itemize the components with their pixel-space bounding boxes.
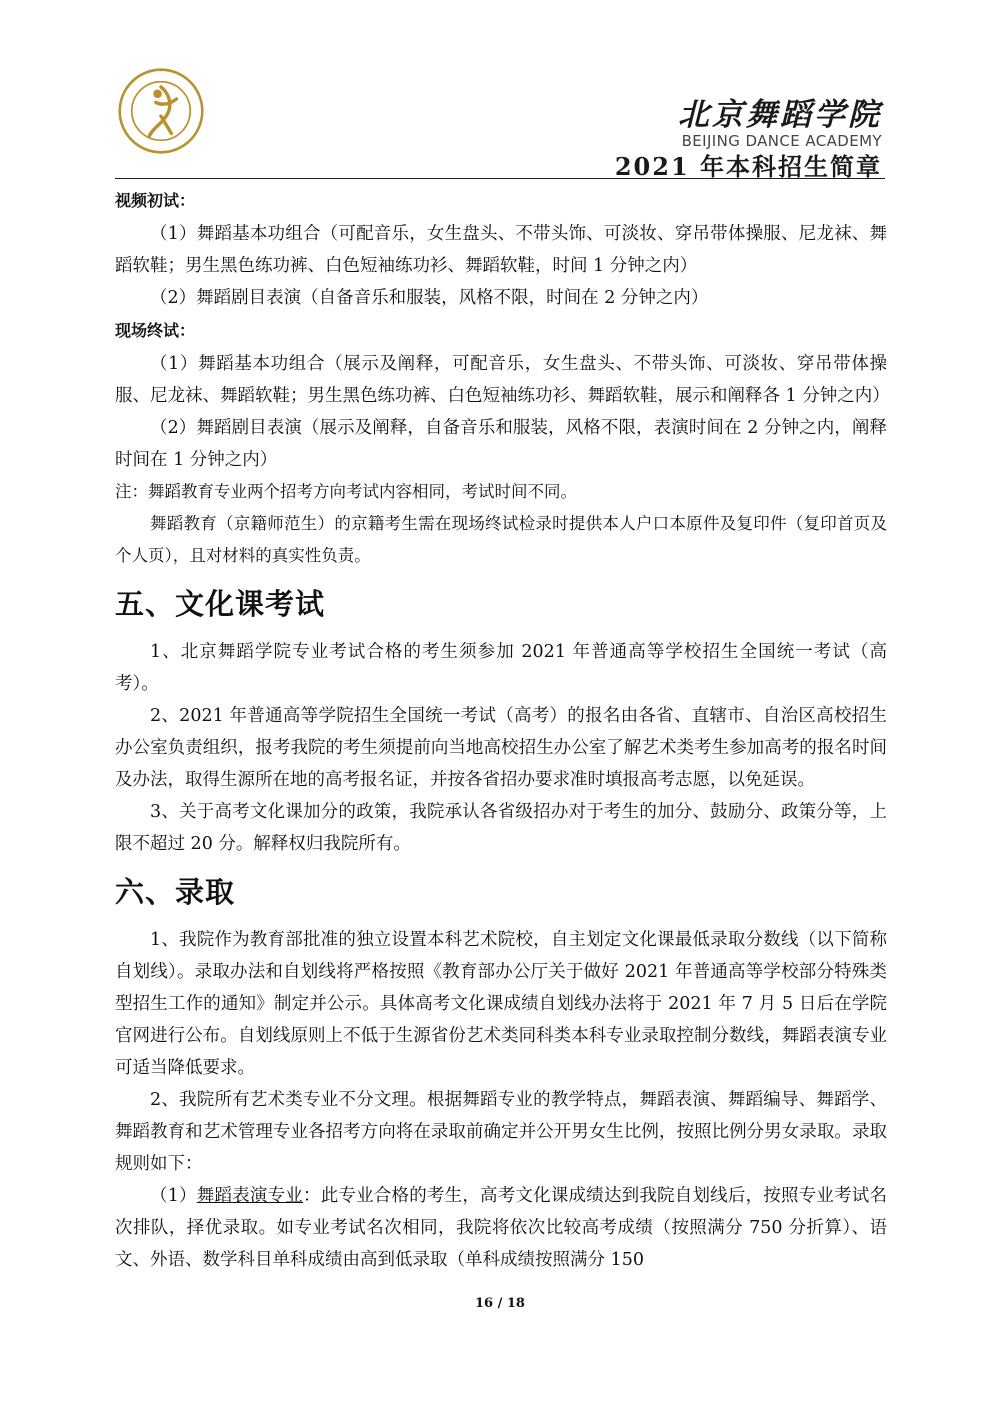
header-divider [115,178,885,179]
onsite-test-heading: 现场终试： [115,321,196,340]
section-5-title: 五、文化课考试 [115,587,326,621]
section-6-paragraph-2: 2、我院所有艺术类专业不分文理。根据舞蹈专业的教学特点，舞蹈表演、舞蹈编导、舞蹈学、舞蹈教育和艺术管理专业各招考方向将在录取前确定并公开男女生比例，按照比例分男女录取。录取规则如下： [115,1090,887,1174]
brand-name-cn: 北京舞蹈学院 [678,97,882,133]
onsite-test-item-2: （2）舞蹈剧目表演（展示及阐释，自备音乐和服装，风格不限，表演时间在 2 分钟之内，阐释时间在 1 分钟之内） [115,418,887,470]
section-6-paragraph-3 [115,1180,887,1276]
note-2: 舞蹈教育（京籍师范生）的京籍考生需在现场终试检录时提供本人户口本原件及复印件（复印首页及个人页），且对材料的真实性负责。 [115,514,887,565]
section-5-paragraph-2: 2、2021 年普通高等学院招生全国统一考试（高考）的报名由各省、直辖市、自治区高校招生办公室负责组织，报考我院的考生须提前向当地高校招生办公室了解艺术类考生参加高考的报名时间及办法，取得生源所在地的高考报名证，并按各省招办要求准时填报高考志愿，以免延误。 [115,706,887,790]
brochure-title: 2021 年本科招生简章 [614,152,882,181]
note-1: 注：舞蹈教育专业两个招考方向考试内容相同，考试时间不同。 [115,482,577,501]
brand-name-en: BEIJING DANCE ACADEMY [681,132,882,150]
rule-text: ：此专业合格的考生，高考文化课成绩达到我院自划线后，按照专业考试名次排队，择优录取。如专业考试名次相同，我院将依次比较高考成绩（按照满分 750 分折算）、语文、外语、数学科目单科成绩由高到低录取（单科成绩按照满分 150 [115,1186,888,1270]
page-number: 16 / 18 [475,1296,525,1311]
section-5-paragraph-3: 3、关于高考文化课加分的政策，我院承认各省级招办对于考生的加分、鼓励分、政策分等，上限不超过 20 分。解释权归我院所有。 [115,802,887,854]
main-content [115,184,890,1276]
academy-logo [118,68,204,154]
major-name-dance-performance: 舞蹈表演专业 [196,1186,303,1206]
rule-prefix: （1） [150,1186,197,1206]
onsite-test-item-1: （1）舞蹈基本功组合（展示及阐释，可配音乐，女生盘头、不带头饰、可淡妆、穿吊带体操服、尼龙袜、舞蹈软鞋；男生黑色练功裤、白色短袖练功衫、舞蹈软鞋，展示和阐释各 1 分钟之内） [115,354,890,406]
video-test-item-2: （2）舞蹈剧目表演（自备音乐和服装，风格不限，时间在 2 分钟之内） [150,288,709,308]
section-6-title: 六、录取 [115,875,236,909]
brand-block [612,98,882,182]
video-test-heading: 视频初试： [115,191,196,210]
section-5-paragraph-1: 1、北京舞蹈学院专业考试合格的考生须参加 2021 年普通高等学校招生全国统一考试（高考）。 [115,642,887,694]
video-test-item-1: （1）舞蹈基本功组合（可配音乐，女生盘头、不带头饰、可淡妆、穿吊带体操服、尼龙袜、舞蹈软鞋；男生黑色练功裤、白色短袖练功衫、舞蹈软鞋，时间 1 分钟之内） [115,224,887,276]
section-6-paragraph-1: 1、我院作为教育部批准的独立设置本科艺术院校，自主划定文化课最低录取分数线（以下简称自划线）。录取办法和自划线将严格按照《教育部办公厅关于做好 2021 年普通高等学校部分特殊类型招生工作的通知》制定并公示。具体高考文化课成绩自划线办法将于 2021 年 7 月 5 日后在学院官网进行公布。自划线原则上不低于生源省份艺术类同科类本科专业录取控制分数线，舞蹈表演专业可适当降低要求。 [115,930,887,1078]
